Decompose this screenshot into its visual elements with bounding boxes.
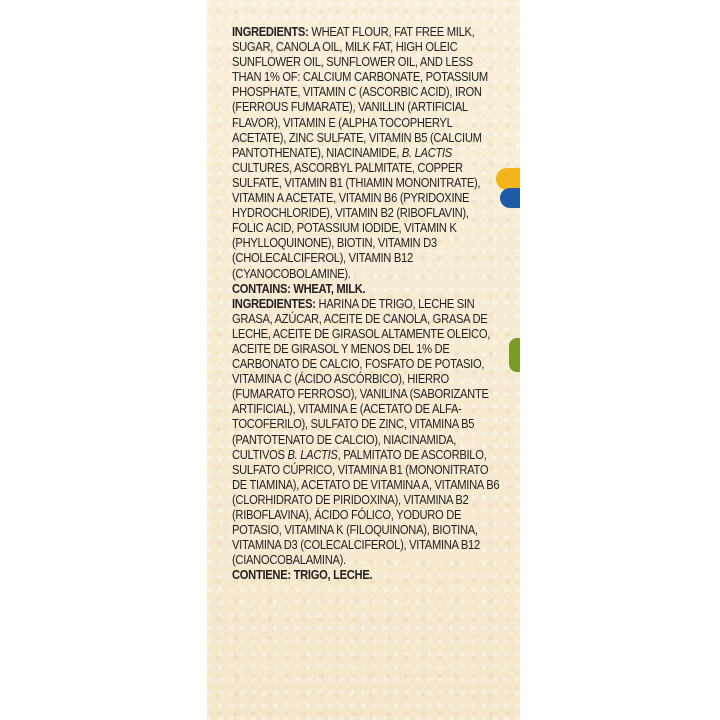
spanish-ingredients-text-1: HARINA DE TRIGO, LECHE SIN GRASA, AZÚCAR, ACEITE DE CANOLA, GRASA DE LECHE, ACEITE DE GIRASOL ALTAMENTE OLEICO, ACEITE DE GIRASOL Y MENOS DEL 1% DE CARBONATO DE CALCIO, FOSFATO DE POTASIO, VITAMINA C (ÁCIDO ASCÓRBICO), HIERRO (FUMARATO FERROSO), VANILINA (SABORIZANTE ARTIFICIAL), VITAMINA E (ACETATO DE ALFA-TOCOFERILO), SULFATO DE ZINC, VITAMINA B5 (PANTOTENATO DE CALCIO), NIACINAMIDA, CULTIVOS — [232, 295, 491, 462]
english-ingredients-text-2: CULTURES, ASCORBYL PALMITATE, COPPER SULFATE, VITAMIN B1 (THIAMIN MONONITRATE), VITAMIN A ACETATE, VITAMIN B6 (PYRIDOXINE HYDROCHLORIDE), VITAMIN B2 (RIBOFLAVIN), FOLIC ACID, POTASSIUM IODIDE, VITAMIN K (PHYLLOQUINONE), BIOTIN, VITAMIN D3 (CHOLECALCIFEROL), VITAMIN B12 (CYANOCOBOLAMINE). — [232, 159, 481, 281]
ingredients-text-block — [232, 24, 500, 582]
spanish-allergen-statement: CONTIENE: TRIGO, LECHE. — [232, 567, 373, 583]
spanish-ingredients — [232, 296, 500, 568]
english-ingredients-text-1: WHEAT FLOUR, FAT FREE MILK, SUGAR, CANOLA OIL, MILK FAT, HIGH OLEIC SUNFLOWER OIL, SUNFLOWER OIL, AND LESS THAN 1% OF: CALCIUM CARBONATE, POTASSIUM PHOSPHATE, VITAMIN C (ASCORBIC ACID), IRON (FERROUS FUMARATE), VANILLIN (ARTIFICIAL FLAVOR), VITAMIN E (ALPHA TOCOPHERYL ACETATE), ZINC SULFATE, VITAMIN B5 (CALCIUM PANTOTHENATE), NIACINAMIDE, — [232, 24, 488, 160]
english-allergen-statement: CONTAINS: WHEAT, MILK. — [232, 280, 366, 296]
spanish-ingredients-text-2: , PALMITATO DE ASCORBILO, SULFATO CÚPRICO, VITAMINA B1 (MONONITRATO DE TIAMINA), ACETATO DE VITAMINA A, VITAMINA B6 (CLORHIDRATO DE PIRIDOXINA), VITAMINA B2 (RIBOFLAVINA), ÁCIDO FÓLICO, YODURO DE POTASIO, VITAMINA K (FILOQUINONA), BIOTINA, VITAMINA D3 (COLECALCIFEROL), VITAMINA B12 (CIANOCOBALAMINA). — [232, 446, 500, 568]
english-culture-name: B. LACTIS — [401, 144, 452, 160]
english-ingredients — [232, 24, 500, 281]
packaging-artwork-blue — [500, 188, 520, 208]
spanish-ingredients-heading: INGREDIENTES: — [232, 295, 316, 311]
english-ingredients-heading: INGREDIENTS: — [232, 24, 309, 39]
spanish-culture-name: B. LACTIS — [287, 446, 338, 462]
packaging-artwork-green — [509, 338, 520, 372]
